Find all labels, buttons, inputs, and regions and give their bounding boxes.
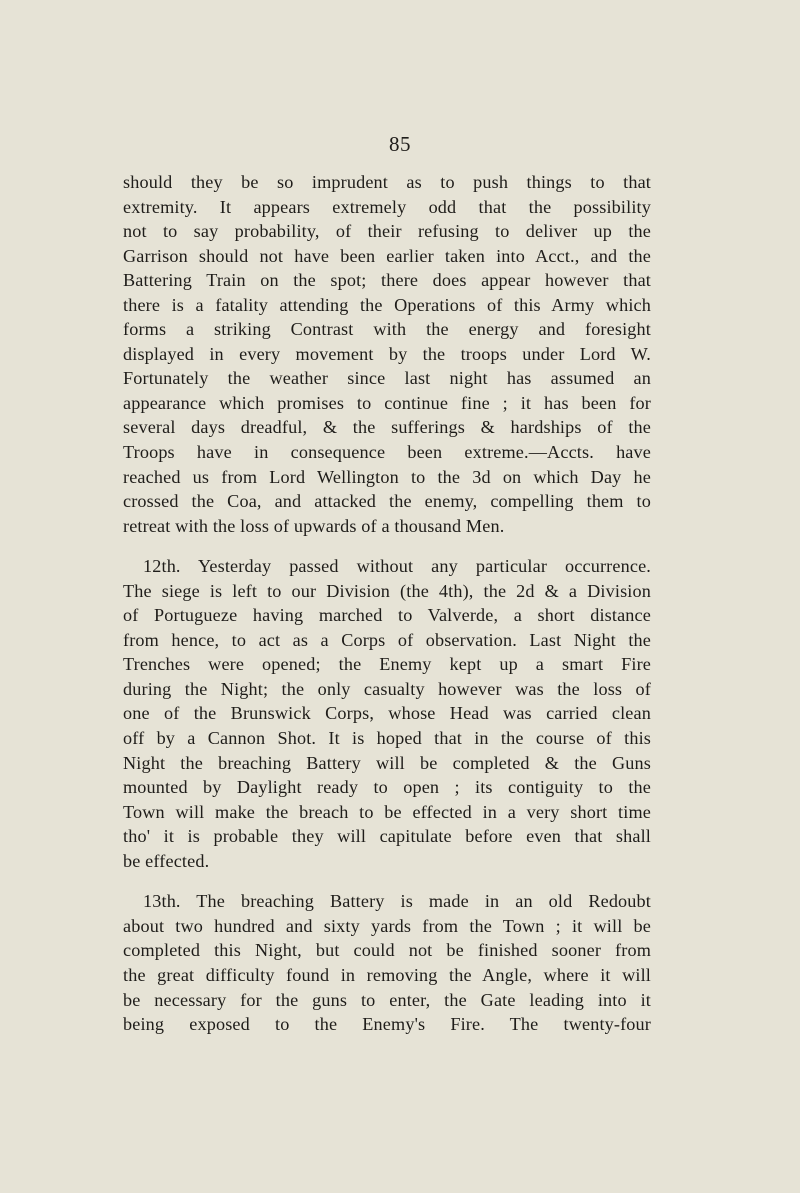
text-line: Town will make the breach to be effected in a very short time (123, 801, 651, 822)
text-line: should they be so imprudent as to push things to that (123, 172, 651, 192)
text-line: Trenches were opened; the Enemy kept up a smart Fire (123, 654, 651, 675)
text-line: be effected. (123, 850, 210, 871)
text-line: Troops have in consequence been extreme.—Accts. have (123, 442, 651, 463)
text-line: displayed in every movement by the troops under Lord W. (123, 343, 651, 364)
text-line: be necessary for the guns to enter, the Gate leading into it (123, 989, 651, 1010)
text-line: there is a fatality attending the Operations of this Army which (123, 294, 651, 315)
text-line: Fortunately the weather since last night has assumed an (123, 368, 651, 389)
text-line: off by a Cannon Shot. It is hoped that in the course of this (123, 728, 651, 749)
text-line: Night the breaching Battery will be completed & the Guns (123, 752, 651, 773)
paragraph-2 (123, 554, 651, 873)
text-line: from hence, to act as a Corps of observation. Last Night the (123, 629, 651, 650)
text-line: about two hundred and sixty yards from the Town ; it will be (123, 915, 651, 936)
text-line: the great difficulty found in removing the Angle, where it will (123, 964, 651, 985)
text-line: during the Night; the only casualty however was the loss of (123, 678, 651, 699)
text-line: 13th. The breaching Battery is made in an old Redoubt (143, 891, 651, 912)
text-line: several days dreadful, & the sufferings & hardships of the (123, 417, 651, 438)
text-line: of Portugueze having marched to Valverde, a short distance (123, 605, 651, 626)
text-line: extremity. It appears extremely odd that the possibility (123, 196, 651, 217)
text-line: reached us from Lord Wellington to the 3d on which Day he (123, 466, 651, 487)
text-line: Battering Train on the spot; there does appear however that (123, 270, 651, 291)
body-text (123, 170, 651, 1037)
text-line: Garrison should not have been earlier taken into Acct., and the (123, 245, 651, 266)
text-line: being exposed to the Enemy's Fire. The twenty-four (123, 1014, 651, 1035)
paragraph-1 (123, 170, 651, 538)
text-line: 12th. Yesterday passed without any particular occurrence. (143, 556, 651, 577)
text-line: forms a striking Contrast with the energy and foresight (123, 319, 651, 340)
text-line: The siege is left to our Division (the 4th), the 2d & a Division (123, 580, 651, 601)
text-line: one of the Brunswick Corps, whose Head was carried clean (123, 703, 651, 724)
text-line: crossed the Coa, and attacked the enemy, compelling them to (123, 491, 651, 512)
text-line: mounted by Daylight ready to open ; its contiguity to the (123, 777, 651, 798)
text-line: completed this Night, but could not be finished sooner from (123, 940, 651, 961)
text-line: appearance which promises to continue fine ; it has been for (123, 392, 651, 413)
text-line: tho' it is probable they will capitulate before even that shall (123, 826, 651, 847)
text-line: not to say probability, of their refusing to deliver up the (123, 221, 651, 242)
page-number: 85 (389, 132, 411, 156)
paragraph-3 (123, 889, 651, 1036)
text-line: retreat with the loss of upwards of a thousand Men. (123, 515, 505, 536)
